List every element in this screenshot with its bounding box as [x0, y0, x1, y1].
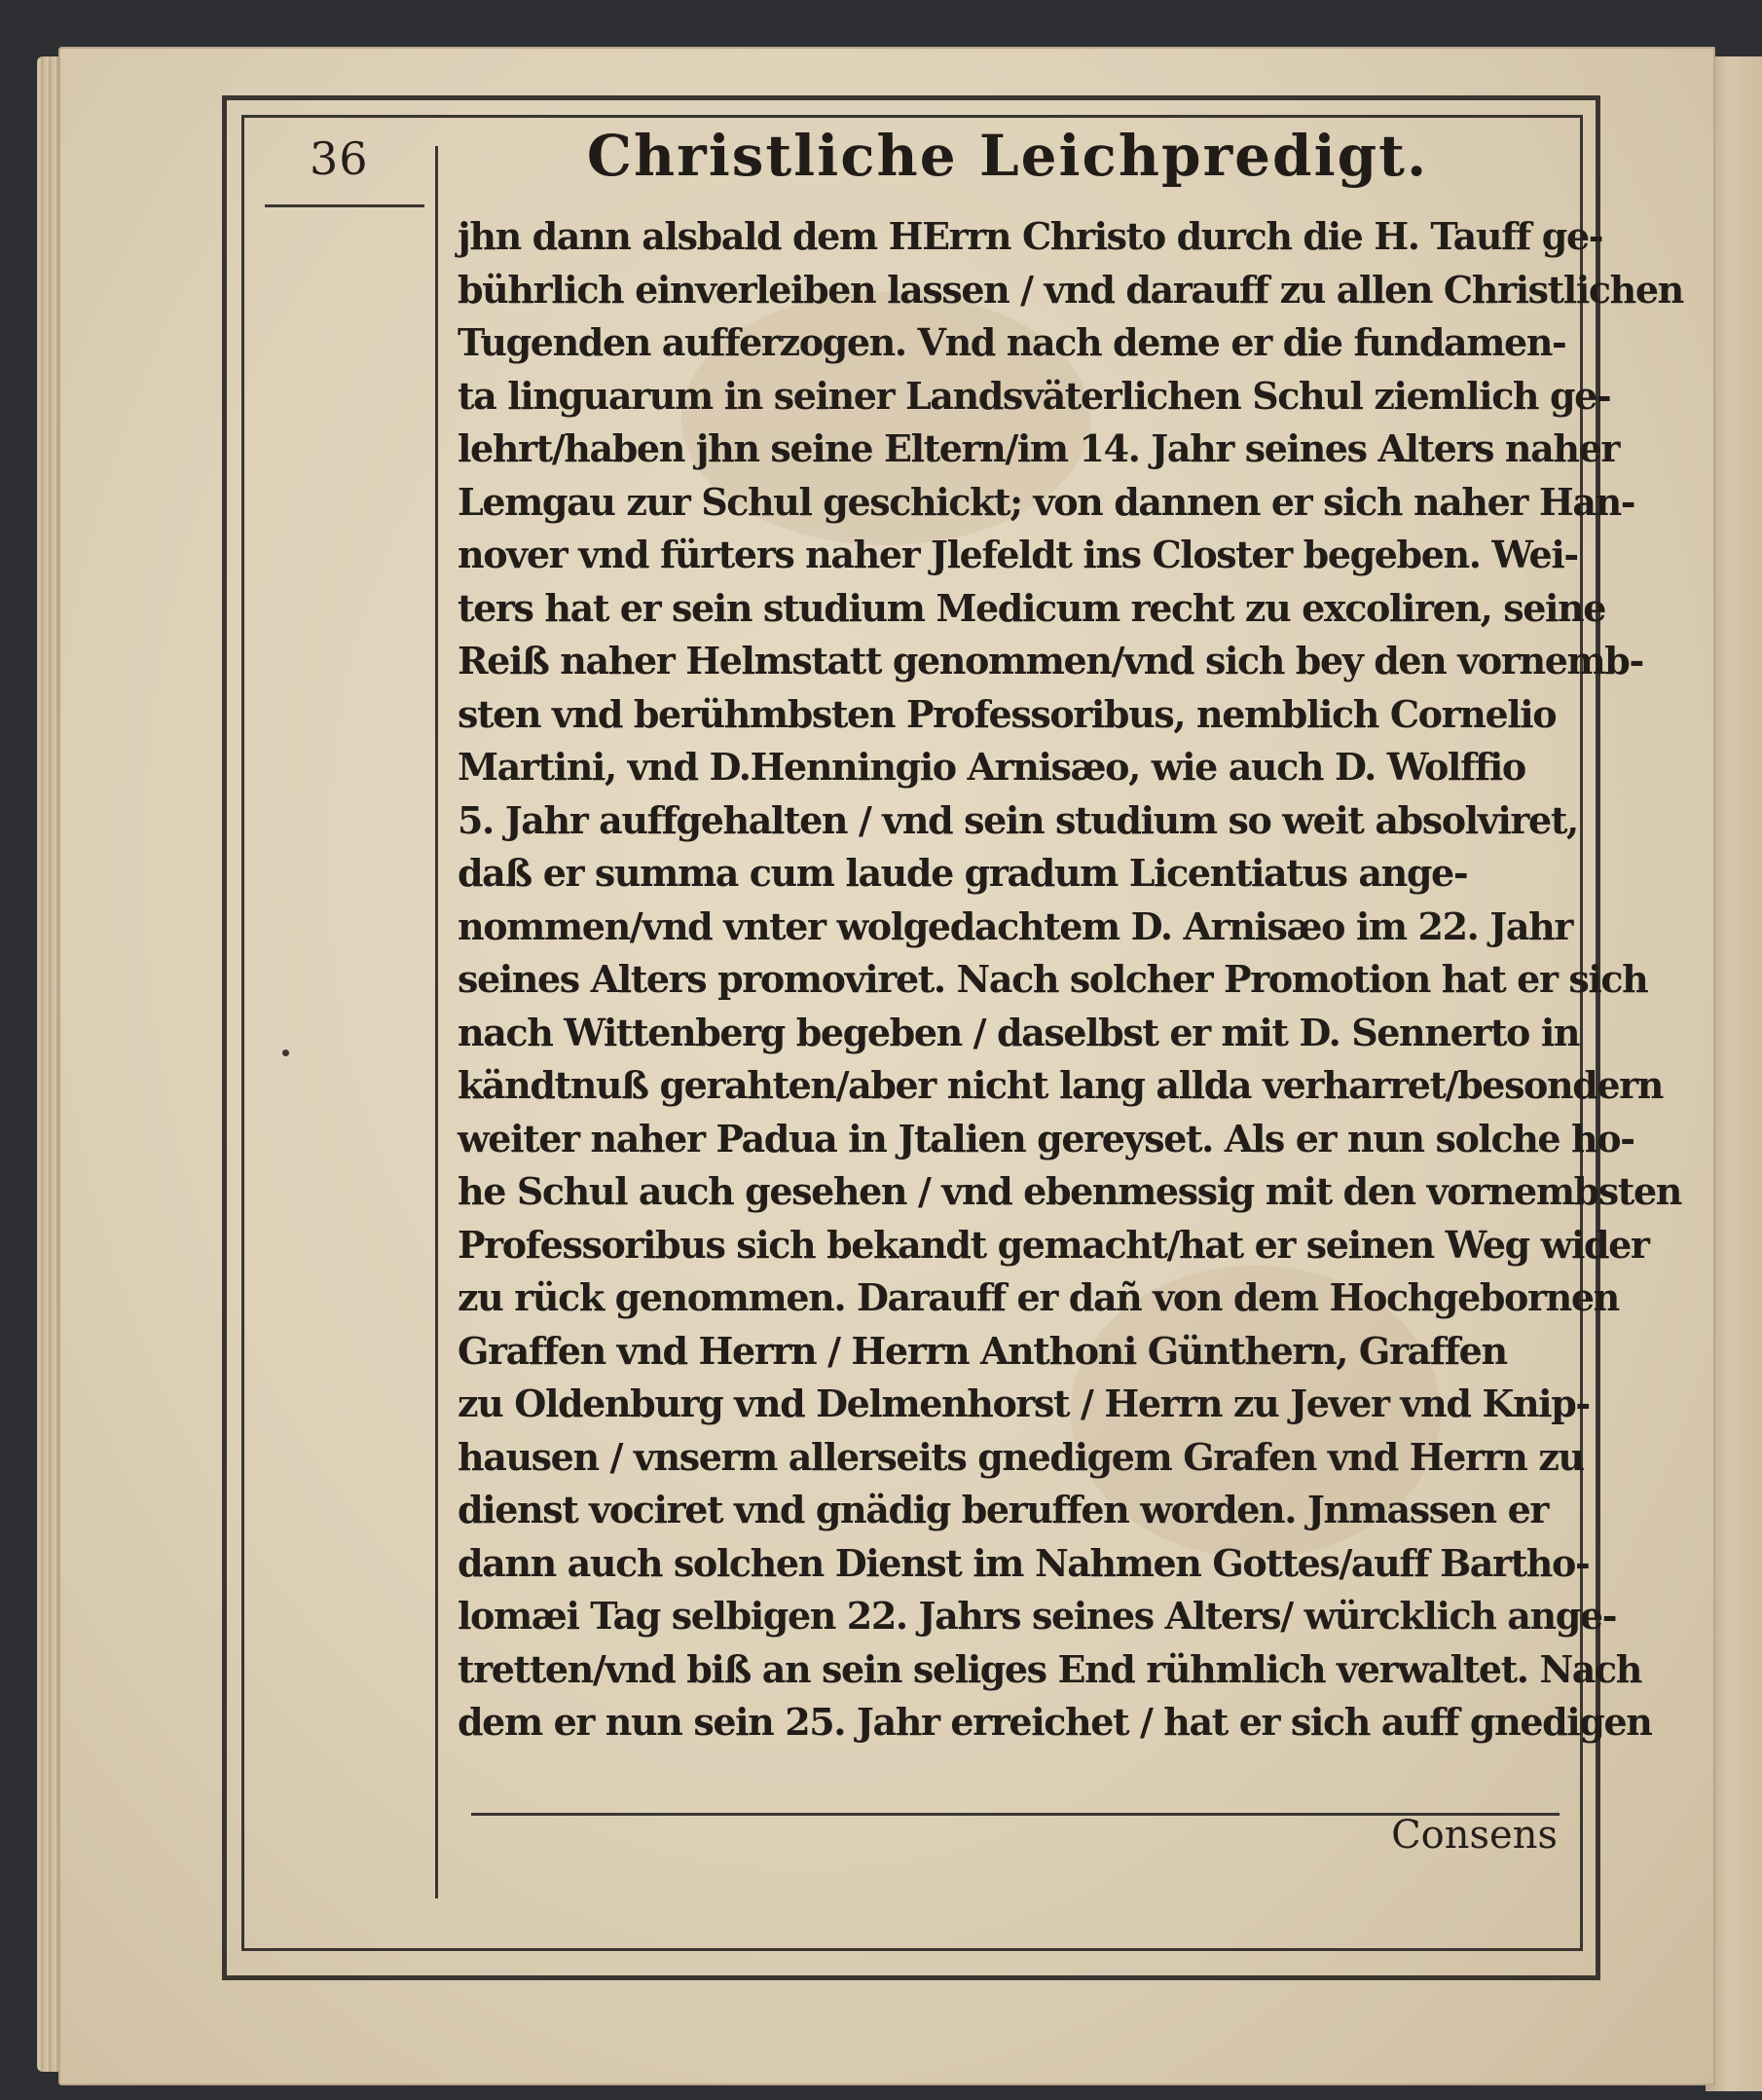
- text-line: dienst vociret vnd gnädig beruffen worden. Jnmassen er: [458, 1488, 1548, 1531]
- text-line: Tugenden aufferzogen. Vnd nach deme er die fundamen-: [458, 320, 1566, 364]
- body-text: [458, 210, 1683, 1750]
- text-line: Reiß naher Helmstatt genommen/vnd sich bey den vornemb-: [458, 639, 1643, 682]
- text-line: Martini, vnd D.Henningio Arnisæo, wie auch D. Wolffio: [458, 745, 1525, 789]
- text-line: ters hat er sein studium Medicum recht zu excoliren, seine: [458, 585, 1606, 630]
- text-line: zu rück genommen. Darauff er dañ von dem Hochgebornen: [458, 1275, 1619, 1319]
- text-line: ta linguarum in seiner Landsväterlichen Schul ziemlich ge-: [458, 373, 1611, 418]
- text-line: dann auch solchen Dienst im Nahmen Gottes/auff Bartho-: [458, 1540, 1590, 1585]
- text-line: nach Wittenberg begeben / daselbst er mit D. Sennerto in: [458, 1010, 1580, 1054]
- text-line: kändtnuß gerahten/aber nicht lang allda verharret/besondern: [458, 1063, 1664, 1107]
- text-line: Graffen vnd Herrn / Herrn Anthoni Günthern, Graffen: [458, 1328, 1507, 1373]
- text-line: jhn dann alsbald dem HErrn Christo durch die H. Tauff ge-: [458, 214, 1603, 258]
- text-line: he Schul auch gesehen / vnd ebenmessig mit den vornembsten: [458, 1169, 1681, 1213]
- text-line: nommen/vnd vnter wolgedachtem D. Arnisæo im 22. Jahr: [458, 903, 1572, 948]
- text-line: 5. Jahr auffgehalten / vnd sein studium so weit absolviret,: [458, 797, 1578, 842]
- text-line: seines Alters promoviret. Nach solcher Promotion hat er sich: [458, 957, 1648, 1001]
- text-line: Lemgau zur Schul geschickt; von dannen er sich naher Han-: [458, 479, 1635, 524]
- text-line: bührlich einverleiben lassen / vnd darauff zu allen Christlichen: [458, 267, 1683, 312]
- text-line: dem er nun sein 25. Jahr erreichet / hat er sich auff gnedigen: [458, 1700, 1652, 1744]
- margin-header-rule: [265, 204, 424, 207]
- margin-column-rule: [435, 146, 438, 1898]
- text-line: zu Oldenburg vnd Delmenhorst / Herrn zu Jever vnd Knip-: [458, 1382, 1590, 1425]
- text-line: nover vnd fürters naher Jlefeldt ins Closter begeben. Wei-: [458, 533, 1578, 576]
- text-line: weiter naher Padua in Jtalien gereyset. Als er nun solche ho-: [458, 1116, 1634, 1161]
- page-number: 36: [310, 132, 369, 185]
- text-line: lomæi Tag selbigen 22. Jahrs seines Alters/ würcklich ange-: [458, 1594, 1617, 1638]
- text-line: hausen / vnserm allerseits gnedigem Grafen vnd Herrn zu: [458, 1434, 1584, 1479]
- text-line: lehrt/haben jhn seine Eltern/im 14. Jahr seines Alters naher: [458, 426, 1619, 470]
- text-line: daß er summa cum laude gradum Licentiatus ange-: [458, 851, 1468, 895]
- running-title: Christliche Leichpredigt.: [586, 123, 1429, 189]
- text-line: tretten/vnd biß an sein seliges End rühmlich verwaltet. Nach: [458, 1646, 1641, 1691]
- margin-mark: [282, 1050, 289, 1056]
- catchword: Consens: [1391, 1813, 1558, 1858]
- text-line: Professoribus sich bekandt gemacht/hat er seinen Weg wider: [458, 1222, 1649, 1267]
- text-line: sten vnd berühmbsten Professoribus, nemblich Cornelio: [458, 691, 1557, 736]
